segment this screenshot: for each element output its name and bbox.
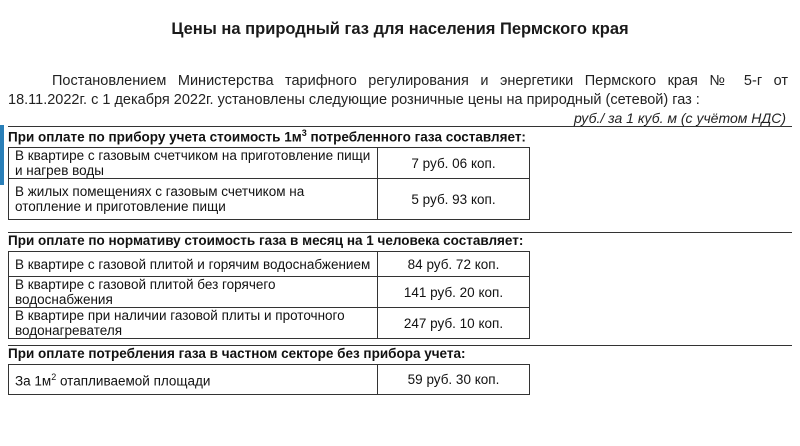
section-title-text-end: потребленного газа составляет: [306, 129, 526, 145]
section-divider [8, 126, 792, 127]
intro-paragraph [8, 72, 788, 110]
section-title-private: При оплате потребления газа в частном секторе без прибора учета: [8, 346, 466, 361]
row-label: В квартире с газовой плитой без горячего водоснабжения [9, 277, 378, 308]
table-row [9, 308, 530, 339]
table-row [9, 148, 530, 179]
section-title-text: При оплате по прибору учета стоимость 1м [8, 129, 302, 145]
row-value: 141 руб. 20 коп. [378, 277, 530, 308]
row-label: В квартире при наличии газовой плиты и проточного водонагревателя [9, 308, 378, 339]
table-row [9, 277, 530, 308]
row-value: 59 руб. 30 коп. [378, 365, 530, 395]
row-value: 247 руб. 10 коп. [378, 308, 530, 339]
section-title-meter [8, 128, 526, 145]
page-title: Цены на природный газ для населения Пермского края [171, 20, 629, 38]
row-value: 84 руб. 72 коп. [378, 252, 530, 277]
table-row [9, 179, 530, 220]
row-value: 5 руб. 93 коп. [378, 179, 530, 220]
units-note: руб./ за 1 куб. м (с учётом НДС) [573, 110, 786, 126]
row-label: В жилых помещениях с газовым счетчиком на отопление и приготовление пищи [9, 179, 378, 220]
row-label: В квартире с газовой плитой и горячим водоснабжением [9, 252, 378, 277]
row-label-text: За 1м [15, 373, 52, 389]
price-table-private [8, 364, 530, 395]
table-row [9, 252, 530, 277]
row-label-text-end: отапливаемой площади [56, 373, 211, 389]
row-label: В квартире с газовым счетчиком на приготовление пищи и нагрев воды [9, 148, 378, 179]
price-table-meter [8, 147, 530, 220]
row-label [9, 365, 378, 395]
intro-text: Постановлением Министерства тарифного регулирования и энергетики Пермского края № 5-г от 18.11.2022г. с 1 декабря 2022г. установлены следующие розничные цены на природный (сетевой) газ : [8, 73, 788, 108]
row-label-superscript: 2 [51, 372, 57, 383]
section-title-superscript: 3 [301, 128, 307, 138]
row-value: 7 руб. 06 коп. [378, 148, 530, 179]
edge-accent-mark [0, 125, 4, 185]
price-table-norm [8, 251, 530, 339]
section-title-norm: При оплате по нормативу стоимость газа в месяц на 1 человека составляет: [8, 233, 524, 248]
table-row [9, 365, 530, 395]
